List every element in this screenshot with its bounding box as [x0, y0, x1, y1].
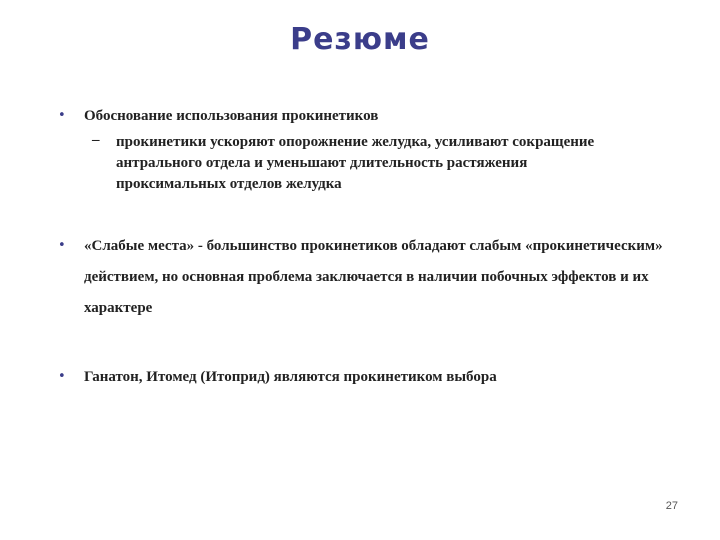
dash-icon: –: [92, 132, 100, 148]
page-number: 27: [665, 500, 678, 512]
bullet-text: «Слабые места» - большинство прокинетиков обладают слабым «прокинетическим» действием, но основная проблема заключается в наличии побочных эффектов и их характере: [84, 238, 663, 316]
bullet-icon: •: [58, 369, 66, 384]
bullet-text: Ганатон, Итомед (Итоприд) являются прокинетиком выбора: [84, 369, 497, 385]
bullet-icon: •: [58, 238, 66, 253]
slide-title: Резюме: [290, 22, 430, 57]
bullet-icon: •: [58, 108, 66, 123]
bullet-text: Обоснование использования прокинетиков: [84, 108, 379, 124]
sub-bullet-text: прокинетики ускоряют опорожнение желудка, усиливают сокращение антрального отдела и уменьшают длительность растяжения проксимальных отделов желудка: [116, 134, 595, 192]
